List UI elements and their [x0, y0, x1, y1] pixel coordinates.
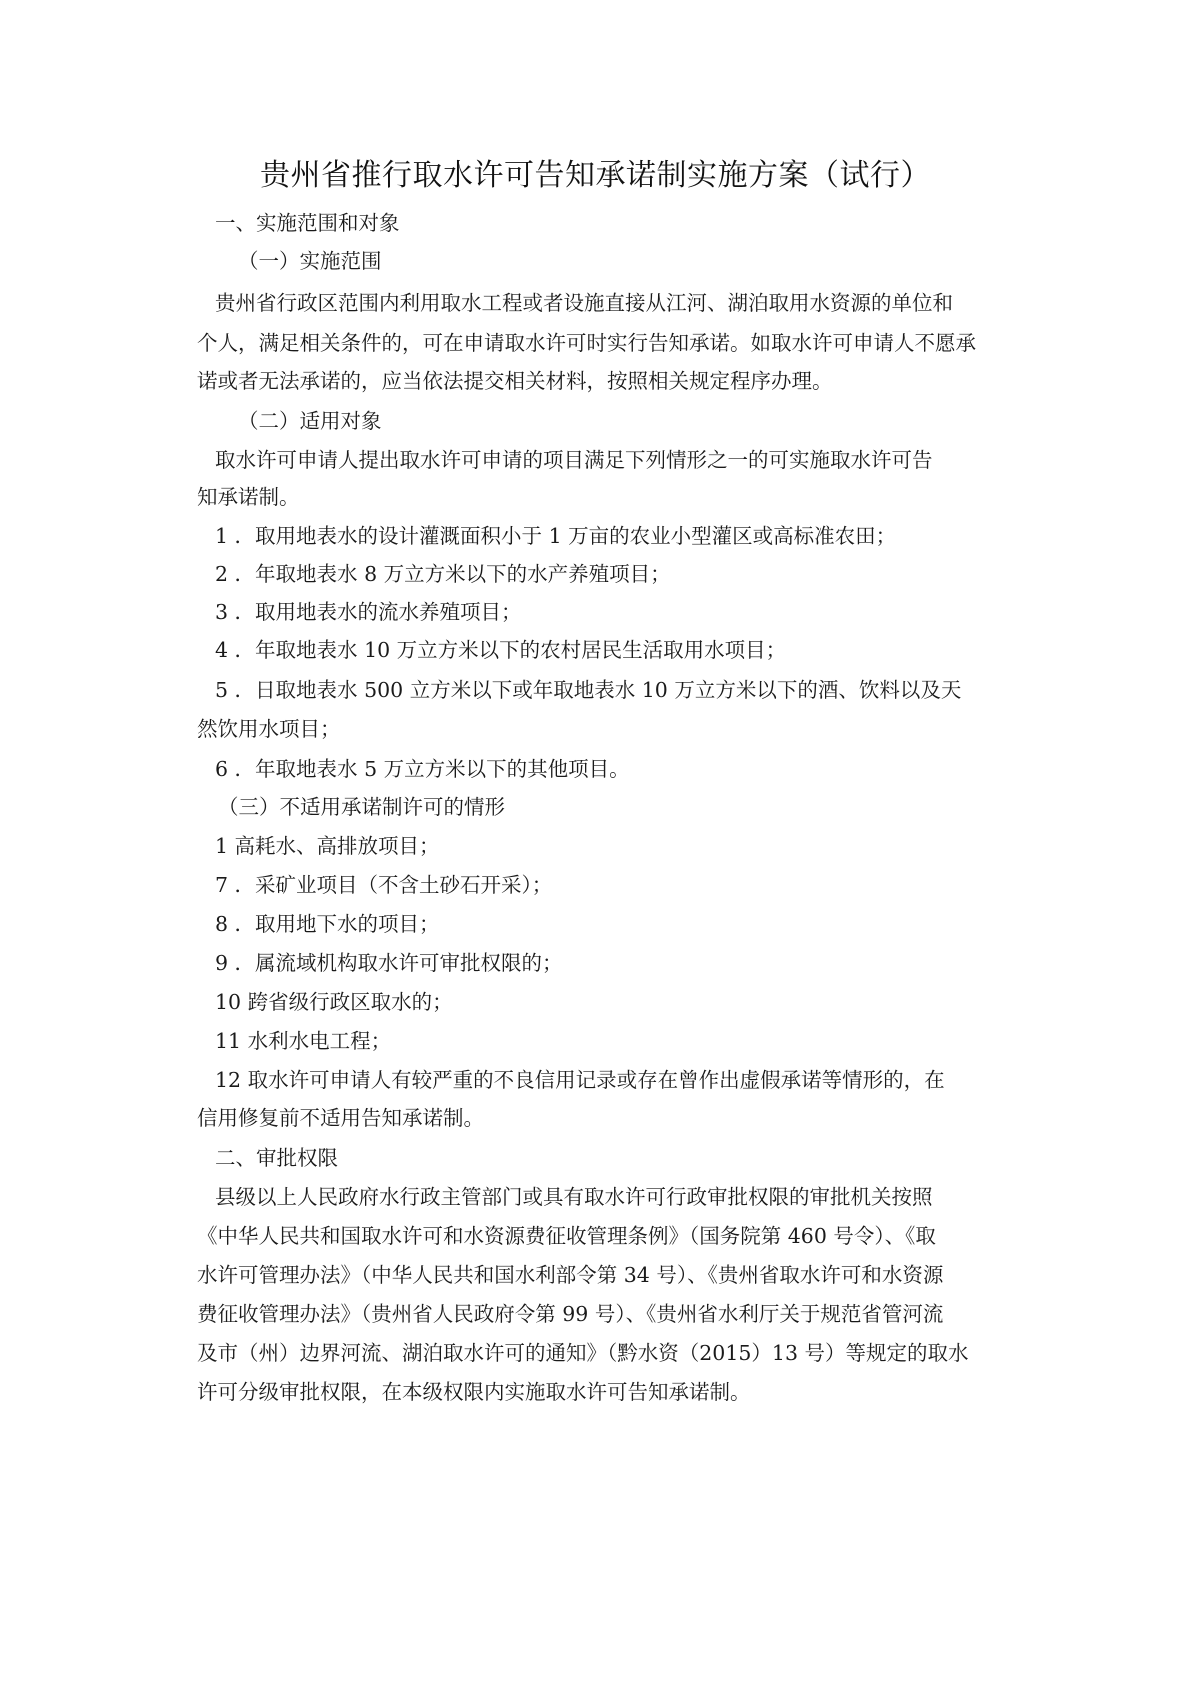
- list-item: 4 ．年取地表水 10 万立方米以下的农村居民生活取用水项目；: [215, 638, 787, 662]
- list-item: 12 取水许可申请人有较严重的不良信用记录或存在曾作出虚假承诺等情形的，在: [215, 1068, 945, 1092]
- list-item: 1 高耗水、高排放项目；: [215, 834, 440, 858]
- paragraph-line: 水许可管理办法》（中华人民共和国水利部令第 34 号）、《贵州省取水许可和水资源: [197, 1263, 944, 1287]
- paragraph-line: 然饮用水项目；: [197, 717, 341, 741]
- paragraph-line: 个人，满足相关条件的，可在申请取水许可时实行告知承诺。如取水许可申请人不愿承: [197, 331, 976, 355]
- list-item: 9 ．属流域机构取水许可审批权限的；: [215, 951, 563, 975]
- list-item: 5 ．日取地表水 500 立方米以下或年取地表水 10 万立方米以下的酒、饮料以及天: [215, 678, 962, 702]
- paragraph-line: 《中华人民共和国取水许可和水资源费征收管理条例》（国务院第 460 号令）、《取: [197, 1224, 936, 1248]
- subsection-heading-1-3: （三）不适用承诺制许可的情形: [218, 795, 505, 819]
- list-item: 8 ．取用地下水的项目；: [215, 912, 440, 936]
- list-item: 7 ．采矿业项目（不含土砂石开采）；: [215, 873, 553, 897]
- document-title: 贵州省推行取水许可告知承诺制实施方案（试行）: [260, 158, 931, 193]
- subsection-heading-1-1: （一）实施范围: [238, 249, 382, 273]
- list-item: 3 ．取用地表水的流水养殖项目；: [215, 600, 522, 624]
- paragraph-line: 取水许可申请人提出取水许可申请的项目满足下列情形之一的可实施取水许可告: [215, 448, 933, 472]
- paragraph-line: 许可分级审批权限，在本级权限内实施取水许可告知承诺制。: [197, 1380, 751, 1404]
- paragraph-line: 知承诺制。: [197, 485, 300, 509]
- subsection-heading-1-2: （二）适用对象: [238, 409, 382, 433]
- paragraph-line: 信用修复前不适用告知承诺制。: [197, 1106, 484, 1130]
- list-item: 2 ．年取地表水 8 万立方米以下的水产养殖项目；: [215, 562, 671, 586]
- list-item: 6 ．年取地表水 5 万立方米以下的其他项目。: [215, 757, 630, 781]
- section-heading-1: 一、实施范围和对象: [215, 211, 400, 235]
- list-item: 10 跨省级行政区取水的；: [215, 990, 453, 1014]
- list-item: 1 ．取用地表水的设计灌溉面积小于 1 万亩的农业小型灌区或高标准农田；: [215, 524, 897, 548]
- paragraph-line: 贵州省行政区范围内利用取水工程或者设施直接从江河、湖泊取用水资源的单位和: [215, 291, 953, 315]
- paragraph-line: 费征收管理办法》（贵州省人民政府令第 99 号）、《贵州省水利厅关于规范省管河流: [197, 1302, 944, 1326]
- paragraph-line: 县级以上人民政府水行政主管部门或具有取水许可行政审批权限的审批机关按照: [215, 1185, 933, 1209]
- section-heading-2: 二、审批权限: [215, 1146, 338, 1170]
- paragraph-line: 及市（州）边界河流、湖泊取水许可的通知》（黔水资（2015）13 号）等规定的取水: [197, 1341, 969, 1365]
- paragraph-line: 诺或者无法承诺的，应当依法提交相关材料，按照相关规定程序办理。: [197, 369, 833, 393]
- list-item: 11 水利水电工程；: [215, 1029, 392, 1053]
